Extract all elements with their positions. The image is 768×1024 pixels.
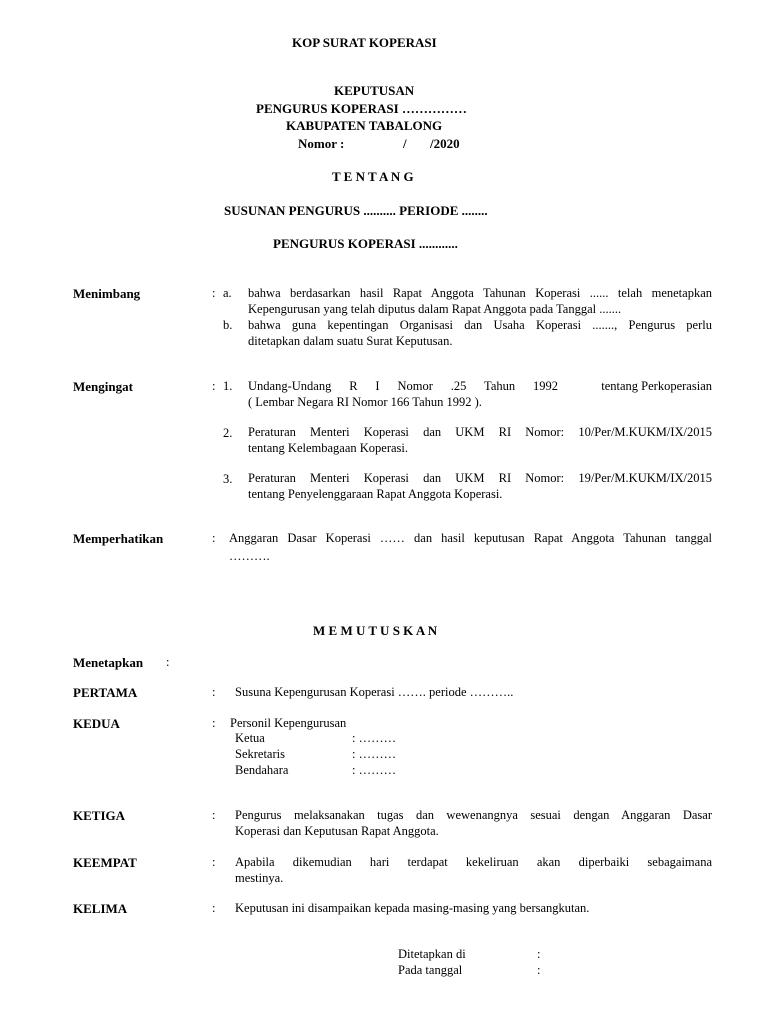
letterhead: KOP SURAT KOPERASI [292,35,437,50]
menimbang-colon: : [212,286,216,300]
kedua-colon: : [212,716,216,730]
keempat-line1: Apabila dikemudian hari terdapat kekeliruan akan diperbaiki sebagaimana [235,855,712,869]
ditetapkan-di-label: Ditetapkan di [398,947,466,961]
kelima-text: Keputusan ini disampaikan kepada masing-masing yang bersangkutan. [235,901,590,915]
ketiga-line1: Pengurus melaksanakan tugas dan wewenangnya sesuai dengan Anggaran Dasar [235,808,712,822]
keempat-line2: mestinya. [235,871,284,885]
mengingat-2-line1: Peraturan Menteri Koperasi dan UKM RI Nomor: 10/Per/M.KUKM/IX/2015 [248,425,712,439]
role-bendahara: Bendahara [235,763,289,777]
mengingat-label: Mengingat [73,379,133,394]
menimbang-label: Menimbang [73,286,141,301]
memperhatikan-line1: Anggaran Dasar Koperasi …… dan hasil keputusan Rapat Anggota Tahunan tanggal [229,531,712,545]
doc-number-year: /2020 [430,136,460,151]
pertama-colon: : [212,685,216,699]
mengingat-3-line2: tentang Penyelenggaraan Rapat Anggota Koperasi. [248,487,503,501]
memperhatikan-line2: ………. [229,549,270,563]
memutuskan-heading: M E M U T U S K A N [313,623,438,638]
mengingat-1-line1a: Undang-Undang R I Nomor .25 Tahun 1992 [248,379,558,393]
memperhatikan-label: Memperhatikan [73,531,164,546]
memperhatikan-colon: : [212,531,216,545]
pengurus-line: PENGURUS KOPERASI ............ [273,236,458,251]
menetapkan-label: Menetapkan [73,655,144,670]
menimbang-b-line1: bahwa guna kepentingan Organisasi dan Usaha Koperasi ......., Pengurus perlu [248,318,712,332]
mengingat-1-line1b: tentang Perkoperasian [601,379,712,393]
menimbang-marker-b: b. [223,318,233,332]
role-ketua-value: : ……… [352,731,397,745]
pada-tanggal-label: Pada tanggal [398,963,463,977]
doc-region: KABUPATEN TABALONG [286,118,443,133]
menimbang-a-line2: Kepengurusan yang telah diputus dalam Rapat Anggota pada Tanggal ....... [248,302,622,316]
subject-line: SUSUNAN PENGURUS .......... PERIODE ........ [224,203,488,218]
pertama-text: Susuna Kepengurusan Koperasi ……. periode ……….. [235,685,514,699]
mengingat-1-line2: ( Lembar Negara RI Nomor 166 Tahun 1992 ). [248,395,482,409]
role-ketua: Ketua [235,731,265,745]
pada-tanggal-colon: : [537,963,541,977]
doc-number-slash: / [403,136,407,151]
tentang-heading: T E N T A N G [332,169,414,184]
role-sekretaris-value: : ……… [352,747,397,761]
menetapkan-colon: : [166,655,170,669]
ketiga-line2: Koperasi dan Keputusan Rapat Anggota. [235,824,439,838]
mengingat-3-line1: Peraturan Menteri Koperasi dan UKM RI Nomor: 19/Per/M.KUKM/IX/2015 [248,471,712,485]
role-sekretaris: Sekretaris [235,747,285,761]
kedua-label: KEDUA [73,716,120,731]
menimbang-a-line1: bahwa berdasarkan hasil Rapat Anggota Tahunan Koperasi ...... telah menetapkan [248,286,712,300]
pertama-label: PERTAMA [73,685,138,700]
mengingat-marker-3: 3. [223,472,233,486]
doc-subtitle: PENGURUS KOPERASI …………… [256,101,467,116]
role-bendahara-value: : ……… [352,763,397,777]
menimbang-marker-a: a. [223,286,232,300]
keempat-colon: : [212,855,216,869]
ketiga-label: KETIGA [73,808,126,823]
mengingat-marker-1: 1. [223,379,233,393]
ketiga-colon: : [212,808,216,822]
mengingat-2-line2: tentang Kelembagaan Koperasi. [248,441,409,455]
mengingat-colon: : [212,379,216,393]
mengingat-marker-2: 2. [223,426,233,440]
menimbang-b-line2: ditetapkan dalam suatu Surat Keputusan. [248,334,453,348]
kelima-label: KELIMA [73,901,128,916]
kelima-colon: : [212,901,216,915]
kedua-text: Personil Kepengurusan [230,716,347,730]
doc-number-label: Nomor : [298,136,345,151]
keempat-label: KEEMPAT [73,855,137,870]
doc-title: KEPUTUSAN [334,83,415,98]
ditetapkan-di-colon: : [537,947,541,961]
